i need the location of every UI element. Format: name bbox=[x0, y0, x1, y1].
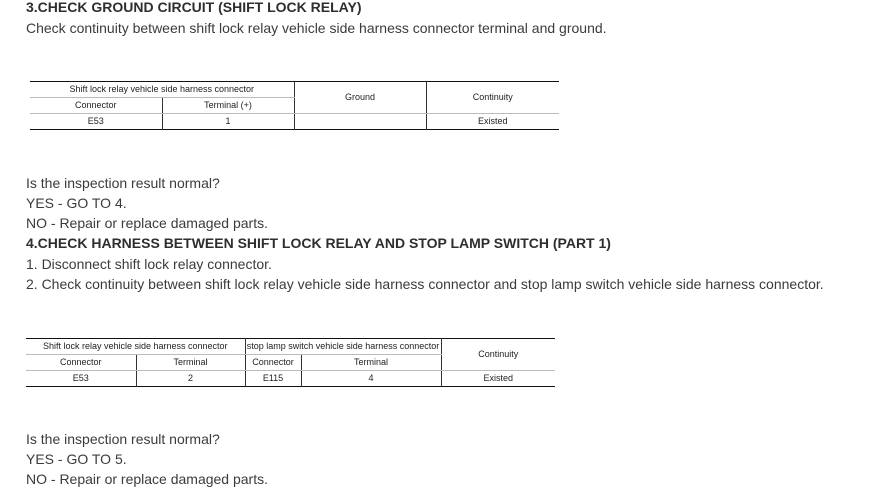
step3-no: NO - Repair or replace damaged parts. bbox=[26, 215, 268, 231]
table-cell-terminal: 1 bbox=[162, 114, 294, 130]
table-cell-continuity: Existed bbox=[477, 116, 508, 126]
step4-yes: YES - GO TO 5. bbox=[26, 451, 127, 467]
step4-sub1: 1. Disconnect shift lock relay connector. bbox=[26, 256, 272, 272]
table-header-terminal2: Terminal bbox=[301, 355, 441, 371]
table-group-header: Shift lock relay vehicle side harness connector bbox=[30, 82, 294, 98]
table-cell-connector: E53 bbox=[30, 114, 162, 130]
table-cell-connector2: E115 bbox=[245, 371, 301, 387]
step4-continuity-table bbox=[26, 338, 555, 387]
table-cell-terminal2: 4 bbox=[301, 371, 441, 387]
step3-continuity-table bbox=[30, 81, 559, 130]
table-cell-connector: E53 bbox=[26, 371, 136, 387]
table-row bbox=[30, 114, 559, 130]
table-cell-ground bbox=[294, 114, 426, 130]
table-header-terminal: Terminal bbox=[136, 355, 245, 371]
step3-heading: 3.CHECK GROUND CIRCUIT (SHIFT LOCK RELAY) bbox=[26, 0, 362, 15]
step3-instruction: Check continuity between shift lock relay vehicle side harness connector terminal and ground. bbox=[26, 20, 607, 36]
table-header-continuity: Continuity bbox=[441, 339, 555, 371]
step4-no: NO - Repair or replace damaged parts. bbox=[26, 471, 268, 487]
step3-question: Is the inspection result normal? bbox=[26, 175, 220, 191]
table-header-connector: Connector bbox=[30, 98, 162, 114]
step4-sub2: 2. Check continuity between shift lock relay vehicle side harness connector and stop lamp switch vehicle side harness connector. bbox=[26, 276, 824, 292]
step4-question: Is the inspection result normal? bbox=[26, 431, 220, 447]
table-cell-terminal: 2 bbox=[136, 371, 245, 387]
step4-heading: 4.CHECK HARNESS BETWEEN SHIFT LOCK RELAY AND STOP LAMP SWITCH (PART 1) bbox=[26, 235, 611, 251]
table-header-connector: Connector bbox=[26, 355, 136, 371]
table-header-ground: Ground bbox=[294, 82, 426, 114]
table-group-header-left: Shift lock relay vehicle side harness connector bbox=[26, 339, 245, 355]
table-header-continuity: Continuity bbox=[426, 82, 559, 114]
table-cell-continuity: Existed bbox=[483, 373, 514, 383]
table-header-terminal: Terminal (+) bbox=[162, 98, 294, 114]
table-header-connector2: Connector bbox=[245, 355, 301, 371]
table-group-header-right: stop lamp switch vehicle side harness connector bbox=[245, 339, 441, 355]
table-row bbox=[26, 371, 555, 387]
step3-yes: YES - GO TO 4. bbox=[26, 195, 127, 211]
